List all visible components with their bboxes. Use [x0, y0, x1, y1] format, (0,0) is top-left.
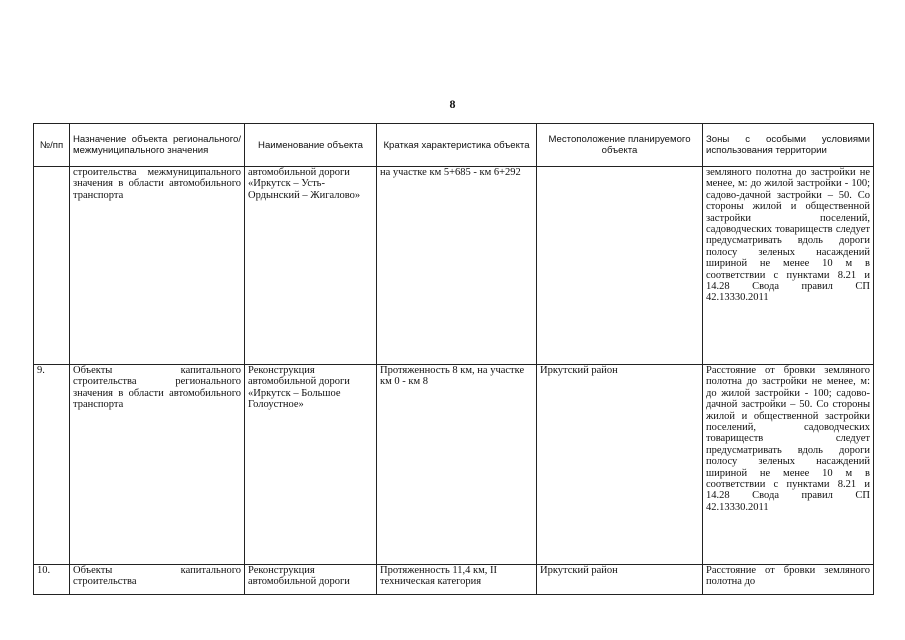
row-purpose: Объекты капитального строительства регионального значения в области автомобильного транспорта [70, 365, 245, 565]
table-row [34, 167, 874, 365]
header-zones: Зоны с особыми условиями использования территории [703, 124, 874, 167]
header-location: Местоположение планируемого объекта [537, 124, 703, 167]
row-number: 10. [34, 565, 70, 595]
row-name: Реконструкция автомобильной дороги «Иркутск – Большое Голоустное» [245, 365, 377, 565]
row-characteristic: Протяженность 8 км, на участке км 0 - км 8 [377, 365, 537, 565]
row-number [34, 167, 70, 365]
row-characteristic: Протяженность 11,4 км, II техническая категория [377, 565, 537, 595]
row-location: Иркутский район [537, 365, 703, 565]
row-number: 9. [34, 365, 70, 565]
row-characteristic: на участке км 5+685 - км 6+292 [377, 167, 537, 365]
header-name: Наименование объекта [245, 124, 377, 167]
row-purpose: строительства межмуниципального значения в области автомобильного транспорта [70, 167, 245, 365]
row-zones: Расстояние от бровки земляного полотна до застройки не менее, м: до жилой застройки - 100; садово-дачной застройки – 50. Со стороны жилой и общественной застройки поселений, садоводческих товариществ следует предусматривать вдоль дороги полосу зеленых насаждений шириной не менее 10 м в соответствии с пунктами 8.21 и 14.28 Свода правил СП 42.13330.2011 [703, 365, 874, 565]
row-location [537, 167, 703, 365]
table-row [34, 565, 874, 595]
row-name: Реконструкция автомобильной дороги [245, 565, 377, 595]
planning-table [33, 123, 874, 595]
row-location: Иркутский район [537, 565, 703, 595]
header-purpose: Назначение объекта регионального/ межмуниципального значения [70, 124, 245, 167]
row-name: автомобильной дороги «Иркутск – Усть-Ордынский – Жигалово» [245, 167, 377, 365]
row-purpose: Объекты капитального строительства [70, 565, 245, 595]
page-number: 8 [449, 97, 456, 111]
header-number: №/пп [34, 124, 70, 167]
table-row [34, 365, 874, 565]
header-characteristic: Краткая характеристика объекта [377, 124, 537, 167]
table-header-row [34, 124, 874, 167]
row-zones: земляного полотна до застройки не менее, м: до жилой застройки - 100; садово-дачной застройки – 50. Со стороны жилой и общественной застройки поселений, садоводческих товариществ следует предусматривать вдоль дороги полосу зеленых насаждений шириной не менее 10 м в соответствии с пунктами 8.21 и 14.28 Свода правил СП 42.13330.2011 [703, 167, 874, 365]
row-zones: Расстояние от бровки земляного полотна до [703, 565, 874, 595]
